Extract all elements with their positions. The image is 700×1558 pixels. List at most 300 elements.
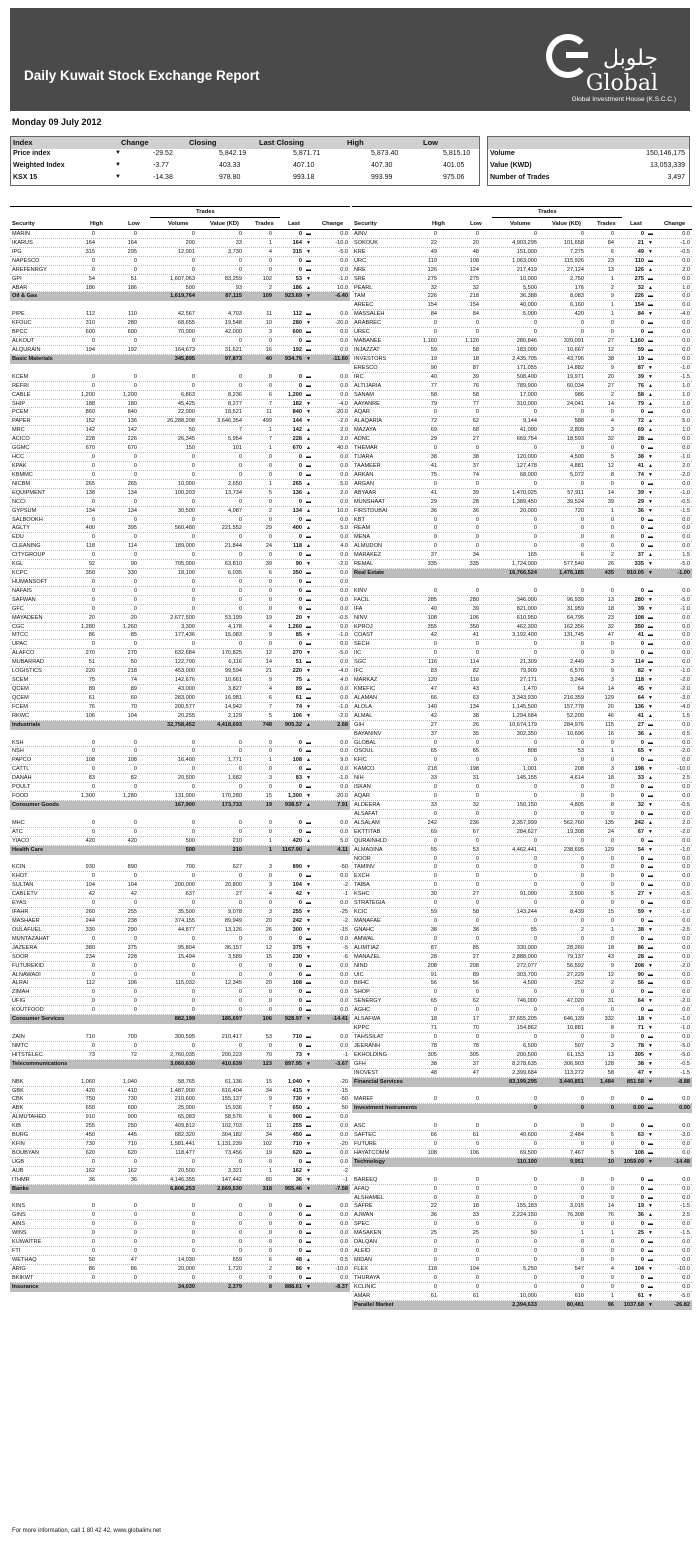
down-arrow-icon: ▼ xyxy=(306,1283,311,1290)
cell: 305 xyxy=(634,1051,644,1058)
table-row xyxy=(10,1095,350,1104)
table-row xyxy=(352,614,692,623)
cell: 0 xyxy=(610,1096,614,1103)
cell: 0.0 xyxy=(340,373,348,380)
security-name: ALAMAN xyxy=(354,694,378,701)
table-header xyxy=(352,206,692,230)
cell: 0.0 xyxy=(340,462,348,469)
cell: 1,131,239 xyxy=(217,1141,242,1148)
cell: 0.0 xyxy=(340,578,348,585)
cell: 7 xyxy=(268,703,272,710)
cell: 0 xyxy=(268,739,272,746)
table-row xyxy=(10,1256,350,1265)
cell: 375 xyxy=(292,944,302,951)
cell: 0 xyxy=(191,552,195,559)
cell: 0 xyxy=(640,864,644,871)
table-row xyxy=(352,837,692,846)
cell: 171,055 xyxy=(516,364,537,371)
total-cell: -1.00 xyxy=(677,570,690,577)
no-change-icon: ▬ xyxy=(648,632,653,639)
table-row xyxy=(352,953,692,962)
total-cell: 4.11 xyxy=(337,846,348,853)
down-arrow-icon: ▼ xyxy=(306,775,311,782)
no-change-icon: ▬ xyxy=(306,962,311,969)
total-cell: 123 xyxy=(262,1060,272,1067)
cell: 0.0 xyxy=(340,552,348,559)
cell: 0 xyxy=(640,882,644,889)
cell: 0 xyxy=(238,587,242,594)
cell: 1 xyxy=(268,837,272,844)
cell: 0 xyxy=(268,998,272,1005)
cell: 230 xyxy=(292,953,302,960)
cell: 182 xyxy=(292,400,302,407)
cell: 0 xyxy=(298,828,302,835)
cell: 0 xyxy=(533,1221,537,1228)
cell: 5 xyxy=(610,1149,614,1156)
total-cell: -8.37 xyxy=(335,1283,348,1290)
no-change-icon: ▬ xyxy=(648,1007,653,1014)
table-row xyxy=(352,917,692,926)
cell: 37 xyxy=(472,462,479,469)
cell: 0 xyxy=(475,864,479,871)
no-change-icon: ▬ xyxy=(306,1239,311,1246)
security-name: AINS xyxy=(12,1221,26,1228)
cell: 42,000 xyxy=(224,329,242,336)
cell: 0 xyxy=(268,1274,272,1281)
cell: -1.0 xyxy=(338,775,348,782)
cell: 118,477 xyxy=(175,1149,195,1156)
security-name: FTI xyxy=(12,1248,21,1255)
cell: 0 xyxy=(298,578,302,585)
cell: 110 xyxy=(428,257,437,264)
cell: 0 xyxy=(91,1239,95,1246)
cell: 0 xyxy=(191,1203,195,1210)
right-stock-table xyxy=(352,206,692,1310)
no-change-icon: ▬ xyxy=(648,864,653,871)
down-arrow-icon: ▼ xyxy=(306,275,311,282)
cell: 0 xyxy=(580,1248,584,1255)
cell: 7,275 xyxy=(570,248,584,255)
cell: 0 xyxy=(580,534,584,541)
table-row xyxy=(352,1185,692,1194)
cell: 0 xyxy=(133,454,137,461)
cell: 0 xyxy=(238,766,242,773)
down-arrow-icon: ▼ xyxy=(306,1078,311,1085)
down-arrow-icon: ▼ xyxy=(306,712,311,719)
cell: 330 xyxy=(127,570,137,577)
cell: 0 xyxy=(475,587,479,594)
security-name: URC xyxy=(354,257,367,264)
cell: 0.0 xyxy=(682,1274,690,1281)
no-change-icon: ▬ xyxy=(306,819,311,826)
table-row xyxy=(10,560,350,569)
table-row xyxy=(352,721,692,730)
cell: 1 xyxy=(610,507,614,514)
cell: 0 xyxy=(533,855,537,862)
cell: 0 xyxy=(191,231,195,237)
security-name: CBK xyxy=(12,1096,24,1103)
total-cell: 3,060,630 xyxy=(170,1060,195,1067)
cell: 0 xyxy=(298,257,302,264)
table-row xyxy=(352,1140,692,1149)
cell: 0 xyxy=(533,1283,537,1290)
cell: 0 xyxy=(238,1007,242,1014)
cell: 61,136 xyxy=(224,1078,242,1085)
cell: 0 xyxy=(533,757,537,764)
cell: 19,548 xyxy=(224,320,242,327)
cell: 72 xyxy=(637,418,644,425)
no-change-icon: ▬ xyxy=(648,516,653,523)
cell: 82 xyxy=(472,668,479,675)
cell: 10 xyxy=(265,320,272,327)
cell: 15 xyxy=(265,793,272,800)
cell: 0 xyxy=(580,1176,584,1183)
cell: 108 xyxy=(292,757,302,764)
cell: 36 xyxy=(295,1176,302,1183)
table-row xyxy=(10,230,350,239)
cell: 0 xyxy=(191,989,195,996)
cell: 1,280 xyxy=(81,623,95,630)
security-name: SALBOOKH xyxy=(12,516,43,523)
cell: 260 xyxy=(85,909,95,916)
cell: 0.0 xyxy=(682,900,690,907)
cell: 0 xyxy=(433,1257,437,1264)
table-row xyxy=(352,533,692,542)
cell: 0.0 xyxy=(340,1203,348,1210)
cell: 1,389,450 xyxy=(512,498,537,505)
table-row xyxy=(352,926,692,935)
market-summary-row xyxy=(488,173,689,185)
security-name: IFAHR xyxy=(12,909,29,916)
cell: 320,091 xyxy=(563,338,584,345)
cell: 39 xyxy=(607,498,614,505)
security-name: GINS xyxy=(12,1212,26,1219)
cell: 0 xyxy=(640,989,644,996)
table-row xyxy=(352,1202,692,1211)
cell: 4 xyxy=(268,686,272,693)
cell: 0 xyxy=(433,1176,437,1183)
security-name: PIPE xyxy=(12,311,25,318)
cell: 83 xyxy=(430,668,437,675)
cell: 821,000 xyxy=(516,605,537,612)
cell: 0 xyxy=(298,989,302,996)
table-row xyxy=(10,266,350,275)
sector-name: Technology xyxy=(354,1158,385,1165)
index-row xyxy=(11,161,479,173)
cell: 0 xyxy=(533,1141,537,1148)
cell: 18 xyxy=(472,355,479,362)
cell: 0 xyxy=(475,525,479,532)
no-change-icon: ▬ xyxy=(648,320,653,327)
cell: 305 xyxy=(427,1051,437,1058)
security-name: KPROJ xyxy=(354,623,373,630)
cell: 3 xyxy=(610,427,614,434)
table-row xyxy=(352,426,692,435)
cell: 96,930 xyxy=(566,596,584,603)
cell: 27 xyxy=(637,721,644,728)
no-change-icon: ▬ xyxy=(648,355,653,362)
cell: 0 xyxy=(133,266,137,273)
security-name: MASHAER xyxy=(12,917,40,924)
cell: 2.0 xyxy=(340,436,348,443)
cell: 400 xyxy=(292,525,302,532)
global-logo xyxy=(546,26,676,96)
cell: 87 xyxy=(430,944,437,951)
table-row xyxy=(352,444,692,453)
table-row xyxy=(352,774,692,783)
sector-total-row xyxy=(10,1015,350,1024)
cell: 0 xyxy=(580,837,584,844)
cell: 18 xyxy=(472,1203,479,1210)
cell: 1,720 xyxy=(228,1265,242,1272)
cell: 610 xyxy=(574,1292,584,1299)
no-change-icon: ▬ xyxy=(306,784,311,791)
security-name: SOKOUK xyxy=(354,239,378,246)
cell: 2 xyxy=(268,507,272,514)
cell: 0 xyxy=(133,1248,137,1255)
cell: 0 xyxy=(533,587,537,594)
cell: 110 xyxy=(128,311,137,318)
no-change-icon: ▬ xyxy=(306,311,311,318)
total-cell: 0 xyxy=(610,1105,614,1112)
table-row xyxy=(10,453,350,462)
cell: 0 xyxy=(91,935,95,942)
cell: 0 xyxy=(191,873,195,880)
cell: 0 xyxy=(610,864,614,871)
cell: 0.0 xyxy=(682,614,690,621)
security-name: SHIP xyxy=(12,400,26,407)
table-row xyxy=(352,1024,692,1033)
security-name: MAZAYA xyxy=(354,427,377,434)
table-row xyxy=(352,667,692,676)
cell: 9 xyxy=(268,677,272,684)
security-name: GFH xyxy=(354,1060,366,1067)
security-name: SECH xyxy=(354,641,370,648)
no-change-icon: ▬ xyxy=(648,784,653,791)
cell: -5.0 xyxy=(680,1042,690,1049)
cell: 104 xyxy=(292,882,302,889)
cell: 310,000 xyxy=(516,400,537,407)
table-row xyxy=(352,239,692,248)
cell: 38 xyxy=(430,926,437,933)
cell: 104 xyxy=(634,1265,644,1272)
security-name: NICBM xyxy=(12,480,31,487)
cell: 14,882 xyxy=(566,364,584,371)
cell: 52,200 xyxy=(566,712,584,719)
cell: 61,153 xyxy=(566,1051,584,1058)
cell: 192 xyxy=(292,346,302,353)
cell: 9,078 xyxy=(228,909,242,916)
no-change-icon: ▬ xyxy=(648,1105,653,1112)
cell: 58 xyxy=(472,909,479,916)
table-row xyxy=(352,1238,692,1247)
table-row xyxy=(10,319,350,328)
cell: 0 xyxy=(433,534,437,541)
cell: 0.0 xyxy=(340,454,348,461)
cell: 0.0 xyxy=(340,257,348,264)
cell: 0.0 xyxy=(682,721,690,728)
security-name: KMEFIC xyxy=(354,686,376,693)
index-value: 978.80 xyxy=(219,174,241,181)
cell: 154 xyxy=(634,302,644,309)
cell: 24 xyxy=(607,828,614,835)
cell: 0 xyxy=(91,596,95,603)
no-change-icon: ▬ xyxy=(306,766,311,773)
cell: 41,000 xyxy=(519,427,537,434)
cell: 40.0 xyxy=(337,445,348,452)
no-change-icon: ▬ xyxy=(306,454,311,461)
down-arrow-icon: ▼ xyxy=(648,471,653,478)
cell: 0 xyxy=(298,338,302,345)
cell: 220 xyxy=(85,668,95,675)
cell: 12 xyxy=(265,650,272,657)
down-arrow-icon: ▼ xyxy=(306,1265,311,1272)
cell: -20.0 xyxy=(335,793,348,800)
no-change-icon: ▬ xyxy=(306,534,311,541)
total-cell: 0.00 xyxy=(679,1105,690,1112)
cell: 0 xyxy=(533,1096,537,1103)
cell: 0.0 xyxy=(682,1221,690,1228)
cell: 0 xyxy=(133,1042,137,1049)
cell: 64 xyxy=(577,686,584,693)
cell: 32 xyxy=(472,802,479,808)
cell: 89 xyxy=(472,971,479,978)
cell: 335 xyxy=(634,561,644,568)
cell: 75 xyxy=(295,677,302,684)
cell: 0.0 xyxy=(340,784,348,791)
cell: 900 xyxy=(127,1114,137,1121)
table-row xyxy=(352,944,692,953)
cell: 118 xyxy=(86,543,95,550)
security-name: TAHSSILAT xyxy=(354,1033,384,1040)
cell: 38 xyxy=(472,712,479,719)
table-row xyxy=(10,988,350,997)
cell: 0 xyxy=(640,1257,644,1264)
security-name: ALSALAM xyxy=(354,819,380,826)
table-row xyxy=(352,1033,692,1042)
cell: 0 xyxy=(475,231,479,237)
cell: 270 xyxy=(127,650,137,657)
cell: 0 xyxy=(268,819,272,826)
security-name: CABLE xyxy=(12,391,31,398)
cell: 0 xyxy=(433,989,437,996)
cell: 84 xyxy=(472,311,479,318)
index-value: 993.18 xyxy=(293,174,315,181)
cell: 14 xyxy=(607,686,614,693)
table-row xyxy=(352,828,692,837)
cell: 47 xyxy=(430,686,437,693)
cell: 43 xyxy=(607,953,614,960)
up-arrow-icon: ▲ xyxy=(306,525,311,532)
cell: 0 xyxy=(298,1221,302,1228)
cell: 840 xyxy=(127,409,137,416)
cell: 39 xyxy=(637,489,644,496)
total-cell: 1167.90 xyxy=(282,846,302,853)
cell: 0.0 xyxy=(340,1239,348,1246)
cell: 1,470 xyxy=(523,686,537,693)
cell: 60 xyxy=(130,694,137,701)
cell: 453,000 xyxy=(174,668,195,675)
cell: 65 xyxy=(430,748,437,755)
cell: 0 xyxy=(238,471,242,478)
cell: 73 xyxy=(295,1051,302,1058)
security-name: BPCC xyxy=(12,329,28,336)
table-row xyxy=(10,605,350,614)
cell: 31,959 xyxy=(566,605,584,612)
total-cell: -6.40 xyxy=(335,293,348,300)
table-row xyxy=(352,1015,692,1024)
cell: 0 xyxy=(91,739,95,746)
table-row xyxy=(10,1274,350,1283)
cell: 43 xyxy=(472,686,479,693)
cell: 42 xyxy=(295,891,302,898)
cell: 610,950 xyxy=(516,614,537,621)
cell: 21,844 xyxy=(224,543,242,550)
cell: 0 xyxy=(298,748,302,755)
cell: 53 xyxy=(265,1033,272,1040)
cell: 29 xyxy=(265,525,272,532)
cell: 164,673 xyxy=(174,346,195,353)
cell: 23 xyxy=(607,614,614,621)
table-row xyxy=(10,712,350,721)
cell: 12 xyxy=(607,971,614,978)
down-arrow-icon: ▼ xyxy=(306,864,311,871)
cell: 0 xyxy=(640,1239,644,1246)
cell: 0.0 xyxy=(682,293,690,300)
cell: 4,146,355 xyxy=(170,1176,195,1183)
cell: 0 xyxy=(475,917,479,924)
cell: 33 xyxy=(235,239,242,246)
cell: 0 xyxy=(238,1158,242,1165)
cell: 0 xyxy=(268,605,272,612)
sector-total-row xyxy=(352,1301,692,1310)
cell: 0 xyxy=(298,516,302,523)
no-change-icon: ▬ xyxy=(306,391,311,398)
down-arrow-icon: ▼ xyxy=(648,668,653,675)
cell: 0 xyxy=(298,935,302,942)
table-row xyxy=(352,783,692,792)
cell: 126 xyxy=(634,266,644,273)
security-name: NBK xyxy=(12,1078,24,1085)
cell: 0 xyxy=(640,445,644,452)
cell: 69,500 xyxy=(519,1149,537,1156)
table-row xyxy=(10,480,350,489)
cell: 39 xyxy=(472,605,479,612)
security-name: EQUIPMENT xyxy=(12,489,46,496)
cell: 220 xyxy=(292,668,302,675)
cell: 0 xyxy=(610,882,614,889)
cell: 1 xyxy=(610,748,614,755)
cell: 162 xyxy=(85,1167,95,1174)
up-arrow-icon: ▲ xyxy=(648,462,653,469)
cell: 0.0 xyxy=(340,1033,348,1040)
cell: 1,294,684 xyxy=(512,712,537,719)
security-name: UGB xyxy=(12,1158,25,1165)
security-name: MARKAZ xyxy=(354,677,378,684)
no-change-icon: ▬ xyxy=(648,275,653,282)
cell: 25,000 xyxy=(177,1105,195,1112)
cell: 40 xyxy=(430,605,437,612)
cell: 0.0 xyxy=(682,302,690,309)
cell: 0 xyxy=(298,454,302,461)
no-change-icon: ▬ xyxy=(648,944,653,951)
cell: 0 xyxy=(91,1158,95,1165)
cell: 2.5 xyxy=(682,775,690,782)
cell: 7 xyxy=(238,427,242,434)
cell: 36 xyxy=(472,507,479,514)
cell: 0.0 xyxy=(340,623,348,630)
cell: 0 xyxy=(433,784,437,791)
